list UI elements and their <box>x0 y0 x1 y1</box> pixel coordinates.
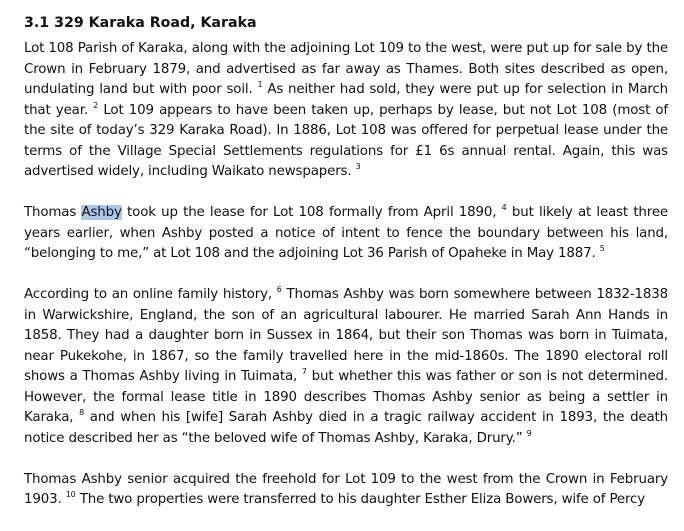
highlighted-text: Ashby <box>81 205 122 220</box>
footnote-ref: 3 <box>355 162 361 171</box>
footnote-ref: 8 <box>79 408 85 417</box>
text-run: Lot 108 Parish of Karaka, along with the adjoining Lot 109 to the west, were put up for sale by the Crown in February 1879, and advertised as far away as Thames. Both sites described as open, undulating land but with poor soil. <box>24 41 668 97</box>
footnote-ref: 7 <box>301 367 307 376</box>
text-run: The two properties were transferred to his daughter Esther Eliza Bowers, wife of Percy <box>75 492 646 507</box>
section-heading: 3.1 329 Karaka Road, Karaka <box>24 15 257 31</box>
paragraph-3 <box>24 285 668 449</box>
text-run: As neither had sold, they were put up for selection in March that year. <box>24 82 668 118</box>
text-run: Thomas <box>24 205 82 220</box>
text-run: but whether this was father or son is not determined. However, the formal lease title in 1890 describes Thomas Ashby senior as being a settler in Karaka, <box>24 369 668 425</box>
text-run: According to an online family history, <box>24 287 277 302</box>
document-page <box>24 12 668 531</box>
text-run: Thomas Ashby senior acquired the freehold for Lot 109 to the west from the Crown in February 1903. <box>24 471 668 507</box>
paragraph-2 <box>24 203 668 265</box>
document-body <box>24 39 668 511</box>
footnote-ref: 6 <box>276 285 282 294</box>
paragraph-1 <box>24 39 668 183</box>
footnote-ref: 10 <box>65 490 76 499</box>
footnote-ref: 2 <box>93 100 99 110</box>
text-run: Lot 109 appears to have been taken up, perhaps by lease, but not Lot 108 (most of the site of today’s 329 Karaka Road). In 1886, Lot 108 was offered for perpetual lease under the terms of the Village Special Settlements regulations for £1 6s annual rental. Again, this was advertised widely, including Waikato newspapers. <box>24 102 668 179</box>
footnote-ref: 1 <box>257 80 263 89</box>
text-run: Thomas Ashby was born somewhere between 1832-1838 in Warwickshire, England, the son of an agricultural labourer. He married Sarah Ann Hands in 1858. They had a daughter born in Sussex in 1864, but their son Thomas was born in Tuimata, near Pukekohe, in 1867, so the family travelled here in the mid-1860s. The 1890 electoral roll shows a Thomas Ashby living in Tuimata, <box>24 287 668 384</box>
footnote-ref: 5 <box>599 244 605 253</box>
footnote-ref: 9 <box>526 428 532 438</box>
paragraph-4 <box>24 470 668 511</box>
text-run: took up the lease for Lot 108 formally from April 1890, <box>121 205 502 220</box>
text-run: and when his [wife] Sarah Ashby died in a tragic railway accident in 1893, the death notice described her as “the beloved wife of Thomas Ashby, Karaka, Drury.” <box>24 410 668 446</box>
text-run: but likely at least three years earlier, when Ashby posted a notice of intent to fence the boundary between his land, “belonging to me,” at Lot 108 and the adjoining Lot 36 Parish of Opaheke in May 1887. <box>24 205 668 261</box>
footnote-ref: 4 <box>501 203 507 212</box>
